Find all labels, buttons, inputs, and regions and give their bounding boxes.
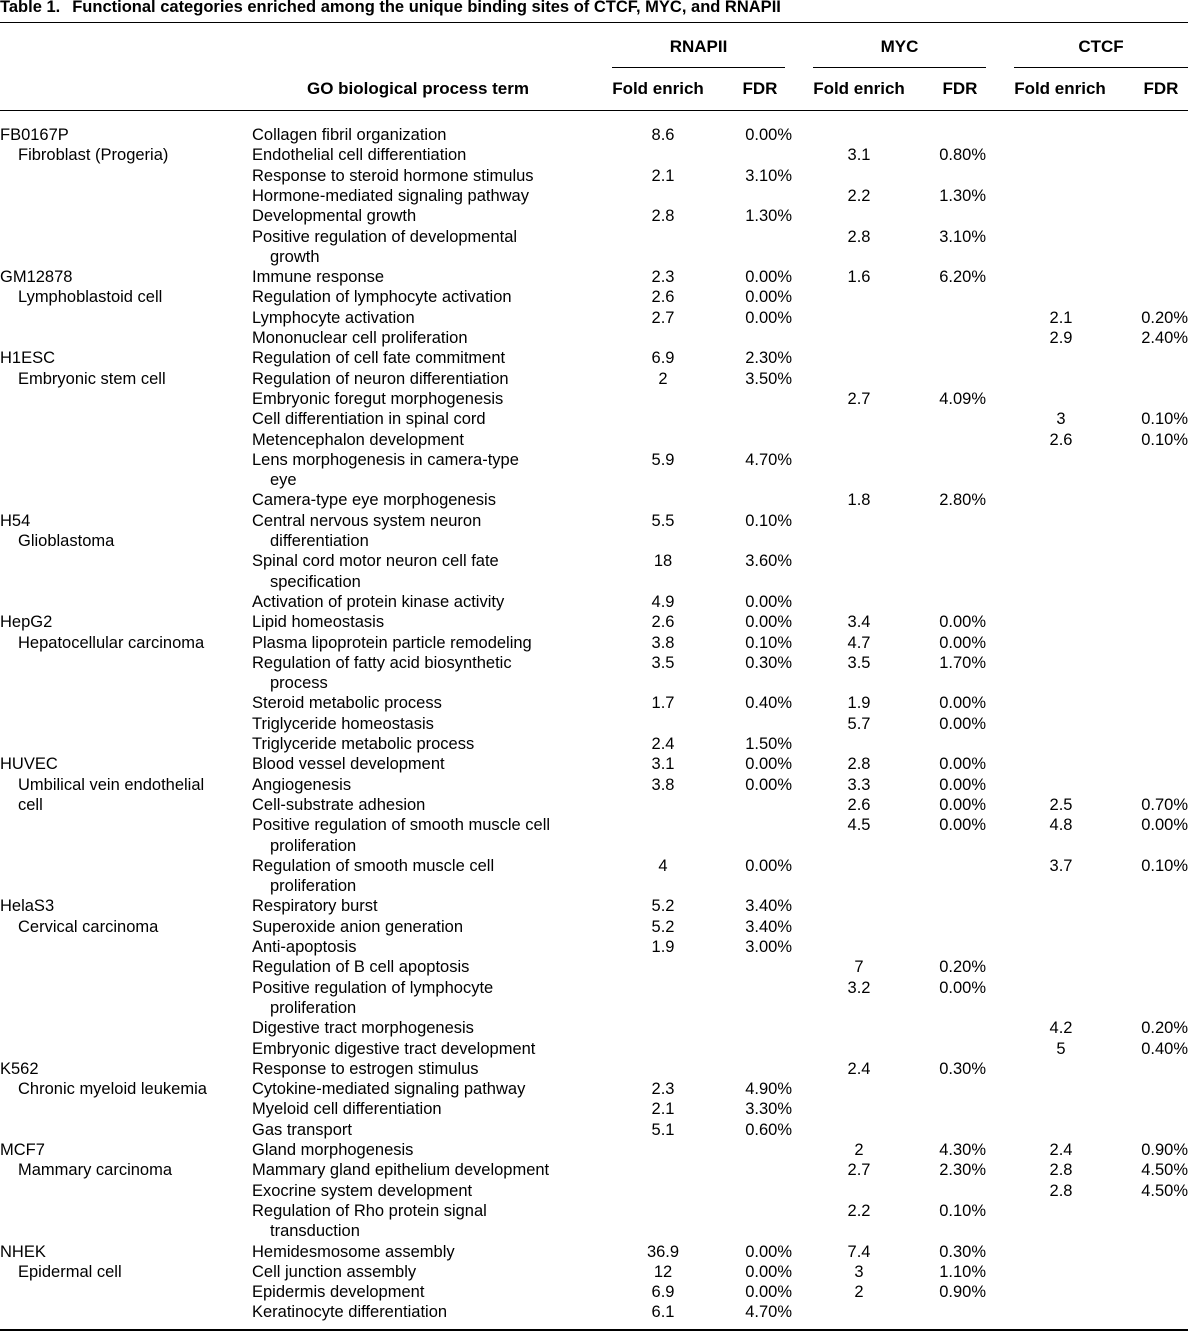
rnapii-fdr: 0.00% (745, 1283, 792, 1302)
rnapii-fold-enrichment: 3.8 (651, 775, 675, 794)
go-term: Regulation of smooth muscle cell (252, 856, 495, 875)
ctcf-fdr-header: FDR (1143, 79, 1179, 98)
cell-type-description: Fibroblast (Progeria) (18, 146, 169, 165)
table-row (0, 166, 1188, 186)
cell-type-description: Embryonic stem cell (18, 369, 166, 388)
rnapii-fdr: 0.00% (745, 592, 792, 611)
myc-fdr: 0.30% (939, 1242, 986, 1261)
ctcf-fdr: 0.70% (1141, 795, 1188, 814)
go-term: Cell differentiation in spinal cord (252, 410, 486, 429)
go-term: Embryonic foregut morphogenesis (252, 389, 504, 408)
go-term: growth (270, 247, 320, 266)
go-term: Endothelial cell differentiation (252, 146, 467, 165)
ctcf-fold-enrichment: 2.5 (1049, 795, 1073, 814)
myc-fdr: 2.30% (939, 1161, 986, 1180)
rnapii-fold-enrichment: 4 (658, 856, 668, 875)
group-header-rnapii: RNAPII (669, 37, 728, 56)
table-row (0, 633, 1188, 653)
go-term: Camera-type eye morphogenesis (252, 491, 496, 510)
table-row (0, 409, 1188, 429)
table-row (0, 612, 1188, 632)
go-term: Response to estrogen stimulus (252, 1059, 479, 1078)
myc-fdr: 1.30% (939, 186, 986, 205)
go-term: Activation of protein kinase activity (252, 592, 505, 611)
go-term: Blood vessel development (252, 755, 445, 774)
rnapii-fold-enrichment: 3.5 (651, 653, 675, 672)
go-term: Regulation of B cell apoptosis (252, 958, 470, 977)
myc-fold-enrichment: 3.2 (847, 978, 871, 997)
table-row (0, 470, 1188, 490)
rnapii-fold-enrichment: 2.1 (651, 166, 675, 185)
myc-fold-enrichment: 1.9 (847, 694, 871, 713)
go-term: Immune response (252, 268, 385, 287)
go-term: Regulation of cell fate commitment (252, 349, 506, 368)
rnapii-fold-enrichment: 2 (658, 369, 668, 388)
cell-line-name: MCF7 (0, 1141, 45, 1159)
rnapii-fdr: 3.40% (745, 917, 792, 936)
go-term: Regulation of neuron differentiation (252, 369, 509, 388)
ctcf-fdr: 0.10% (1141, 430, 1188, 449)
myc-fdr: 1.70% (939, 653, 986, 672)
myc-fdr: 0.00% (939, 816, 986, 835)
go-term: Lens morphogenesis in camera-type (252, 450, 519, 469)
rnapii-fdr: 0.00% (745, 126, 792, 144)
go-term: Positive regulation of lymphocyte (252, 978, 494, 997)
rnapii-fdr: 0.00% (745, 308, 792, 327)
table-row (0, 1059, 1188, 1079)
rnapii-fdr: 0.00% (745, 288, 792, 307)
rnapii-fold-enrichment: 6.9 (651, 1283, 675, 1302)
table-row (0, 1018, 1188, 1038)
rnapii-fdr: 4.70% (745, 450, 792, 469)
table-row (0, 1039, 1188, 1059)
table-row (0, 754, 1188, 774)
bottom-rule (0, 1329, 1188, 1331)
ctcf-fdr: 0.40% (1141, 1039, 1188, 1058)
myc-fdr: 0.90% (939, 1283, 986, 1302)
rnapii-fdr: 0.00% (745, 775, 792, 794)
myc-fdr: 0.30% (939, 1059, 986, 1078)
table-row (0, 1140, 1188, 1160)
rnapii-fdr: 3.50% (745, 369, 792, 388)
rnapii-fold-enrichment: 1.9 (651, 938, 675, 956)
ctcf-fold-enrichment: 2.8 (1049, 1161, 1073, 1180)
table-row (0, 531, 1188, 551)
cell-type-description: cell (18, 795, 43, 814)
ctcf-fold-enrichment: 2.8 (1049, 1181, 1073, 1200)
ctcf-fdr: 0.20% (1141, 308, 1188, 327)
go-term: Positive regulation of smooth muscle cell (252, 816, 551, 835)
myc-fold-enrichment: 4.5 (847, 816, 871, 835)
rnapii-fold-enrichment: 6.9 (651, 349, 675, 368)
table-row (0, 1181, 1188, 1201)
rnapii-fdr-header: FDR (742, 79, 778, 98)
rnapii-fdr: 4.90% (745, 1080, 792, 1099)
table-row (0, 795, 1188, 815)
ctcf-fdr: 0.10% (1141, 856, 1188, 875)
table-row (0, 653, 1188, 673)
group-header-myc: MYC (880, 37, 919, 56)
rnapii-fold-enrichment: 2.6 (651, 288, 675, 307)
myc-fdr: 0.20% (939, 958, 986, 977)
myc-fold-enrichment: 7 (854, 958, 864, 977)
myc-fold-enrichment: 4.7 (847, 633, 871, 652)
myc-fold-enrichment: 3.1 (847, 146, 871, 165)
group-rule-rnapii (612, 67, 785, 68)
table-row (0, 734, 1188, 754)
go-term: Steroid metabolic process (252, 694, 442, 713)
table-row (0, 815, 1188, 835)
rnapii-fold-enrichment: 6.1 (651, 1303, 675, 1322)
go-term: Triglyceride homeostasis (252, 714, 434, 733)
go-term: Cell junction assembly (252, 1262, 417, 1281)
go-term: Myeloid cell differentiation (252, 1100, 442, 1119)
go-term: Lipid homeostasis (252, 613, 385, 632)
go-term: transduction (270, 1222, 360, 1241)
myc-fold-enrichment: 2.8 (847, 227, 871, 246)
myc-fold-enrichment: 2.2 (847, 1201, 871, 1220)
table-row (0, 998, 1188, 1018)
table-row (0, 1099, 1188, 1119)
rnapii-fdr: 0.40% (745, 694, 792, 713)
rnapii-fdr: 3.40% (745, 897, 792, 916)
rnapii-fold-enrichment: 5.9 (651, 450, 675, 469)
table-row (0, 389, 1188, 409)
ctcf-fold-enrichment: 2.1 (1049, 308, 1073, 327)
table-row (0, 490, 1188, 510)
myc-fold-enrichment: 2.7 (847, 389, 871, 408)
myc-fold-enrichment: 3.3 (847, 775, 871, 794)
rnapii-fold-enrichment: 2.8 (651, 207, 675, 226)
myc-fdr: 0.00% (939, 775, 986, 794)
cell-line-name: NHEK (0, 1242, 46, 1261)
rnapii-fdr: 1.30% (745, 207, 792, 226)
table-caption (0, 0, 781, 17)
rnapii-fdr: 3.00% (745, 938, 792, 956)
table-row (0, 978, 1188, 998)
table-row (0, 1221, 1188, 1241)
group-rule-ctcf (1014, 67, 1188, 68)
go-term: Digestive tract morphogenesis (252, 1019, 474, 1038)
rnapii-fold-enrichment: 1.7 (651, 694, 675, 713)
ctcf-fold-enrichment: 4.2 (1049, 1019, 1073, 1038)
header-rule (0, 110, 1188, 111)
table-row (0, 1262, 1188, 1282)
rnapii-fold-enrichment: 5.2 (651, 897, 675, 916)
go-term: Angiogenesis (252, 775, 352, 794)
table-row (0, 775, 1188, 795)
go-term: Regulation of fatty acid biosynthetic (252, 653, 512, 672)
rnapii-fdr: 3.10% (745, 166, 792, 185)
table-row (0, 917, 1188, 937)
go-term: proliferation (270, 877, 357, 896)
table-label: Table 1. (0, 0, 61, 16)
go-term: Spinal cord motor neuron cell fate (252, 552, 499, 571)
rnapii-fdr: 0.30% (745, 653, 792, 672)
table-row (0, 714, 1188, 734)
go-term: Keratinocyte differentiation (252, 1303, 448, 1322)
table-row (0, 551, 1188, 571)
go-term: Embryonic digestive tract development (252, 1039, 536, 1058)
ctcf-fdr: 0.90% (1141, 1141, 1188, 1159)
rnapii-fold-enrichment: 36.9 (646, 1242, 680, 1261)
go-term: proliferation (270, 998, 357, 1017)
ctcf-fdr: 2.40% (1141, 329, 1188, 347)
myc-fdr: 4.30% (939, 1141, 986, 1159)
go-term: Epidermis development (252, 1283, 425, 1302)
rnapii-fold-enrichment: 18 (653, 552, 673, 571)
rnapii-fdr: 0.60% (745, 1120, 792, 1139)
table-row (0, 430, 1188, 450)
cell-line-name: HUVEC (0, 755, 58, 774)
rnapii-fdr: 1.50% (745, 735, 792, 753)
cell-line-name: FB0167P (0, 126, 69, 144)
go-term: Superoxide anion generation (252, 917, 463, 936)
rnapii-fdr: 0.00% (745, 755, 792, 774)
ctcf-fold-enrichment: 2.4 (1049, 1141, 1073, 1159)
table-title: Functional categories enriched among the unique binding sites of CTCF, MYC, and RNAPII (72, 0, 781, 16)
myc-fold-enrichment: 1.8 (847, 491, 871, 510)
ctcf-fold-enrichment: 5 (1056, 1039, 1066, 1058)
myc-fdr: 0.00% (939, 613, 986, 632)
myc-fdr: 0.80% (939, 146, 986, 165)
rnapii-fold-enrichment: 4.9 (651, 592, 675, 611)
myc-fdr: 6.20% (939, 268, 986, 287)
ctcf-fold-enrichment: 2.6 (1049, 430, 1073, 449)
rnapii-fold-enrichment: 3.8 (651, 633, 675, 652)
rnapii-fold-enrichment: 12 (653, 1262, 673, 1281)
ctcf-fdr: 0.10% (1141, 410, 1188, 429)
top-rule (0, 22, 1188, 23)
rnapii-fdr: 4.70% (745, 1303, 792, 1322)
go-term: Cell-substrate adhesion (252, 795, 426, 814)
go-term: Mononuclear cell proliferation (252, 329, 468, 347)
rnapii-fold-enrichment: 3.1 (651, 755, 675, 774)
go-term: Mammary gland epithelium development (252, 1161, 550, 1180)
cell-type-description: Cervical carcinoma (18, 917, 159, 936)
myc-fdr: 4.09% (939, 389, 986, 408)
cell-line-name: H54 (0, 511, 31, 530)
go-term: eye (270, 471, 297, 490)
table-row (0, 348, 1188, 368)
myc-fold-enrichment: 2.7 (847, 1161, 871, 1180)
go-term: process (270, 674, 328, 693)
table-row (0, 1120, 1188, 1140)
rnapii-fold-enrichment: 2.6 (651, 613, 675, 632)
myc-fdr: 0.00% (939, 795, 986, 814)
myc-fold-enrichment: 2.4 (847, 1059, 871, 1078)
go-term: Respiratory burst (252, 897, 378, 916)
rnapii-fdr: 0.00% (745, 613, 792, 632)
go-term: Triglyceride metabolic process (252, 735, 475, 753)
myc-fdr: 3.10% (939, 227, 986, 246)
go-term: Regulation of Rho protein signal (252, 1201, 487, 1220)
table-row (0, 1160, 1188, 1180)
go-term: Central nervous system neuron (252, 511, 482, 530)
table-row (0, 1079, 1188, 1099)
table-row (0, 125, 1188, 145)
ctcf-fold-header: Fold enrich (1014, 79, 1106, 98)
table-row (0, 267, 1188, 287)
table-row (0, 287, 1188, 307)
rnapii-fold-enrichment: 5.5 (651, 511, 675, 530)
go-term: Response to steroid hormone stimulus (252, 166, 534, 185)
myc-fdr: 0.00% (939, 714, 986, 733)
cell-type-description: Umbilical vein endothelial (18, 775, 205, 794)
table-row (0, 673, 1188, 693)
rnapii-fdr: 3.30% (745, 1100, 792, 1119)
ctcf-fdr: 0.20% (1141, 1019, 1188, 1038)
table-row (0, 1302, 1188, 1322)
cell-type-description: Mammary carcinoma (18, 1161, 173, 1180)
term-column-header: GO biological process term (306, 79, 529, 98)
rnapii-fdr: 0.00% (745, 268, 792, 287)
go-term: Collagen fibril organization (252, 126, 447, 144)
rnapii-fold-enrichment: 2.7 (651, 308, 675, 327)
table-row (0, 511, 1188, 531)
myc-fdr: 0.00% (939, 633, 986, 652)
myc-fdr: 0.00% (939, 694, 986, 713)
rnapii-fold-enrichment: 2.1 (651, 1100, 675, 1119)
go-term: Cytokine-mediated signaling pathway (252, 1080, 526, 1099)
go-term: Developmental growth (252, 207, 417, 226)
cell-type-description: Lymphoblastoid cell (18, 288, 163, 307)
cell-type-description: Chronic myeloid leukemia (18, 1080, 207, 1099)
rnapii-fdr: 3.60% (745, 552, 792, 571)
rnapii-fold-enrichment: 2.3 (651, 268, 675, 287)
rnapii-fold-enrichment: 5.1 (651, 1120, 675, 1139)
group-header-ctcf: CTCF (1078, 37, 1124, 56)
go-term: Lymphocyte activation (252, 308, 415, 327)
table-row (0, 957, 1188, 977)
myc-fold-enrichment: 2.8 (847, 755, 871, 774)
ctcf-fdr: 4.50% (1141, 1161, 1188, 1180)
myc-fold-enrichment: 3.5 (847, 653, 871, 672)
go-term: Hemidesmosome assembly (252, 1242, 455, 1261)
rnapii-fold-enrichment: 2.3 (651, 1080, 675, 1099)
table-row (0, 227, 1188, 247)
table-row (0, 186, 1188, 206)
rnapii-fold-enrichment: 2.4 (651, 735, 675, 753)
table-row (0, 206, 1188, 226)
go-term: specification (270, 572, 361, 591)
rnapii-fdr: 0.00% (745, 1242, 792, 1261)
table-row (0, 308, 1188, 328)
rnapii-fdr: 0.10% (745, 511, 792, 530)
table-row (0, 247, 1188, 267)
cell-line-name: HepG2 (0, 613, 53, 632)
ctcf-fdr: 0.00% (1141, 816, 1188, 835)
cell-type-description: Hepatocellular carcinoma (18, 633, 205, 652)
myc-fdr: 1.10% (939, 1262, 986, 1281)
myc-fdr: 0.00% (939, 755, 986, 774)
cell-line-name: K562 (0, 1059, 39, 1078)
myc-fold-enrichment: 3.4 (847, 613, 871, 632)
group-rule-myc (813, 67, 986, 68)
rnapii-fdr: 0.00% (745, 1262, 792, 1281)
myc-fold-enrichment: 2 (854, 1283, 864, 1302)
myc-fold-enrichment: 5.7 (847, 714, 871, 733)
go-term: Metencephalon development (252, 430, 464, 449)
myc-fdr: 0.10% (939, 1201, 986, 1220)
rnapii-fdr: 0.10% (745, 633, 792, 652)
rnapii-fdr: 2.30% (745, 349, 792, 368)
go-term: Regulation of lymphocyte activation (252, 288, 512, 307)
ctcf-fold-enrichment: 3 (1056, 410, 1066, 429)
go-term: Hormone-mediated signaling pathway (252, 186, 529, 205)
table-row (0, 1282, 1188, 1302)
myc-fold-enrichment: 2.6 (847, 795, 871, 814)
table-row (0, 836, 1188, 856)
go-term: differentiation (270, 532, 369, 550)
rnapii-fold-header: Fold enrich (612, 79, 704, 98)
table-row (0, 450, 1188, 470)
cell-type-description: Glioblastoma (18, 532, 115, 550)
table-row (0, 896, 1188, 916)
cell-line-name: H1ESC (0, 349, 56, 368)
table-row (0, 369, 1188, 389)
myc-fdr: 2.80% (939, 491, 986, 510)
go-term: Plasma lipoprotein particle remodeling (252, 633, 532, 652)
ctcf-fold-enrichment: 3.7 (1049, 856, 1073, 875)
myc-fdr: 0.00% (939, 978, 986, 997)
rnapii-fdr: 0.00% (745, 856, 792, 875)
table-row (0, 1201, 1188, 1221)
go-term: Anti-apoptosis (252, 938, 357, 956)
table-row (0, 876, 1188, 896)
rnapii-fold-enrichment: 5.2 (651, 917, 675, 936)
ctcf-fold-enrichment: 2.9 (1049, 329, 1073, 347)
myc-fold-enrichment: 2.2 (847, 186, 871, 205)
table-row (0, 856, 1188, 876)
table-row (0, 572, 1188, 592)
rnapii-fold-enrichment: 8.6 (651, 126, 675, 144)
table-row (0, 693, 1188, 713)
myc-fdr-header: FDR (942, 79, 978, 98)
myc-fold-header: Fold enrich (813, 79, 905, 98)
myc-fold-enrichment: 7.4 (847, 1242, 871, 1261)
cell-line-name: GM12878 (0, 268, 73, 287)
cell-type-description: Epidermal cell (18, 1262, 122, 1281)
myc-fold-enrichment: 2 (854, 1141, 864, 1159)
ctcf-fold-enrichment: 4.8 (1049, 816, 1073, 835)
go-term: proliferation (270, 836, 357, 855)
myc-fold-enrichment: 1.6 (847, 268, 871, 287)
table-row (0, 1242, 1188, 1262)
table-row (0, 328, 1188, 348)
myc-fold-enrichment: 3 (854, 1262, 864, 1281)
table-row (0, 937, 1188, 957)
ctcf-fdr: 4.50% (1141, 1181, 1188, 1200)
table-row (0, 592, 1188, 612)
cell-line-name: HelaS3 (0, 897, 55, 916)
go-term: Positive regulation of developmental (252, 227, 518, 246)
table-row (0, 145, 1188, 165)
go-term: Gland morphogenesis (252, 1141, 414, 1159)
go-term: Exocrine system development (252, 1181, 473, 1200)
go-term: Gas transport (252, 1120, 352, 1139)
